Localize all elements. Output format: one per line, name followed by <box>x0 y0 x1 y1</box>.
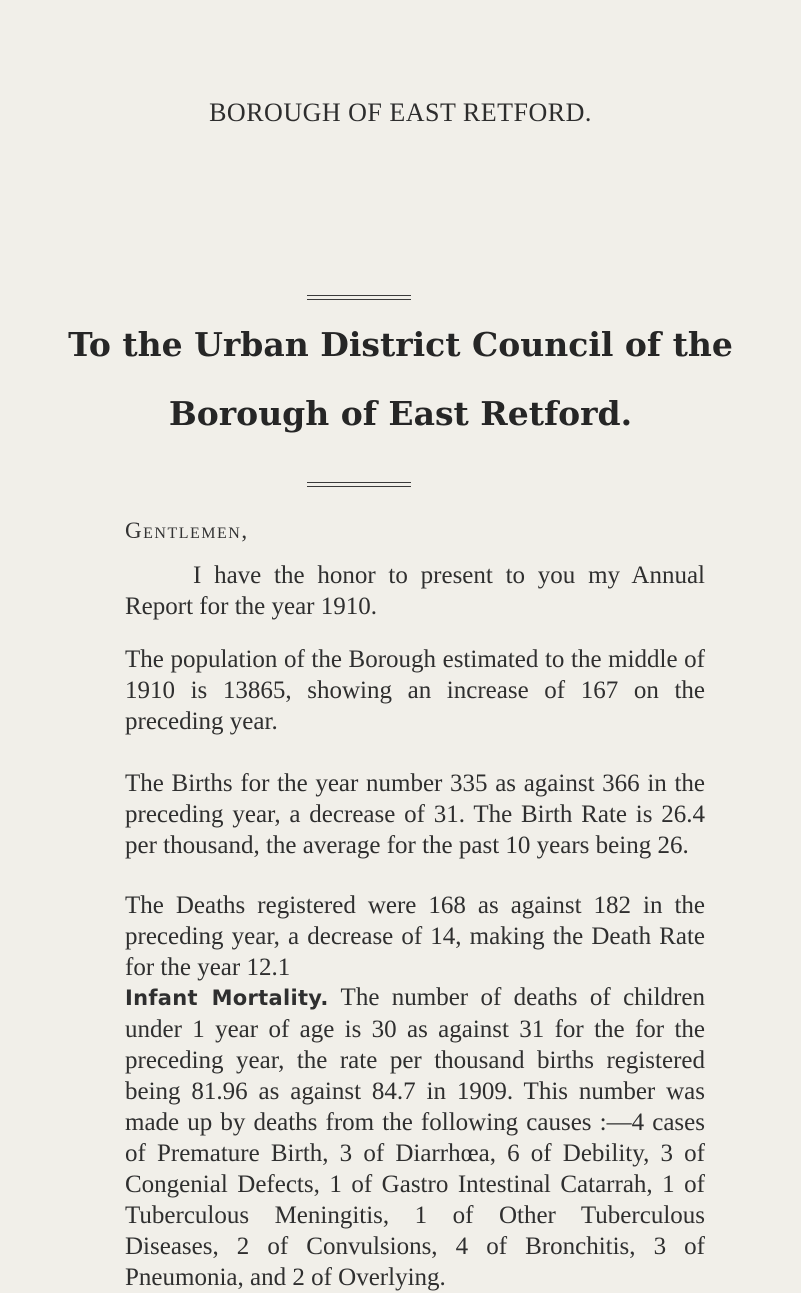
paragraph-annual-report: I have the honor to present to you my Annual Report for the year 1910. <box>125 562 705 620</box>
paragraph-infant-mortality <box>125 982 705 1293</box>
salutation: Gentlemen, <box>125 518 249 543</box>
document-heading: BOROUGH OF EAST RETFORD. <box>209 98 592 127</box>
infant-mortality-runin-heading: Infant Mortality. <box>125 986 329 1010</box>
double-rule-divider <box>307 295 411 300</box>
double-rule-divider <box>307 482 411 487</box>
paragraph-births: The Births for the year number 335 as against 366 in the preceding year, a decrease of 31. The Birth Rate is 26.4 per thousand, the average for the past 10 years being 26. <box>125 770 705 859</box>
paragraph-population: The population of the Borough estimated to the middle of 1910 is 13865, showing an increase of 167 on the preceding year. <box>125 646 705 735</box>
infant-mortality-text: The number of deaths of children under 1 year of age is 30 as against 31 for the for the preceding year, the rate per thousand births registered being 81.96 as against 84.7 in 1909. This number was made up by deaths from the following causes :—4 cases of Premature Birth, 3 of Diarrhœa, 6 of Debility, 3 of Congenial Defects, 1 of Gastro Intestinal Catarrah, 1 of Tuberculous Meningitis, 1 of Other Tuberculous Diseases, 2 of Convulsions, 4 of Bronchitis, 3 of Pneumonia, and 2 of Overlying. <box>125 984 705 1291</box>
address-line-1: To the Urban District Council of the <box>68 325 733 364</box>
paragraph-deaths: The Deaths registered were 168 as against 182 in the preceding year, a decrease of 14, making the Death Rate for the year 12.1 <box>125 892 705 981</box>
address-line-2: Borough of East Retford. <box>168 394 633 433</box>
